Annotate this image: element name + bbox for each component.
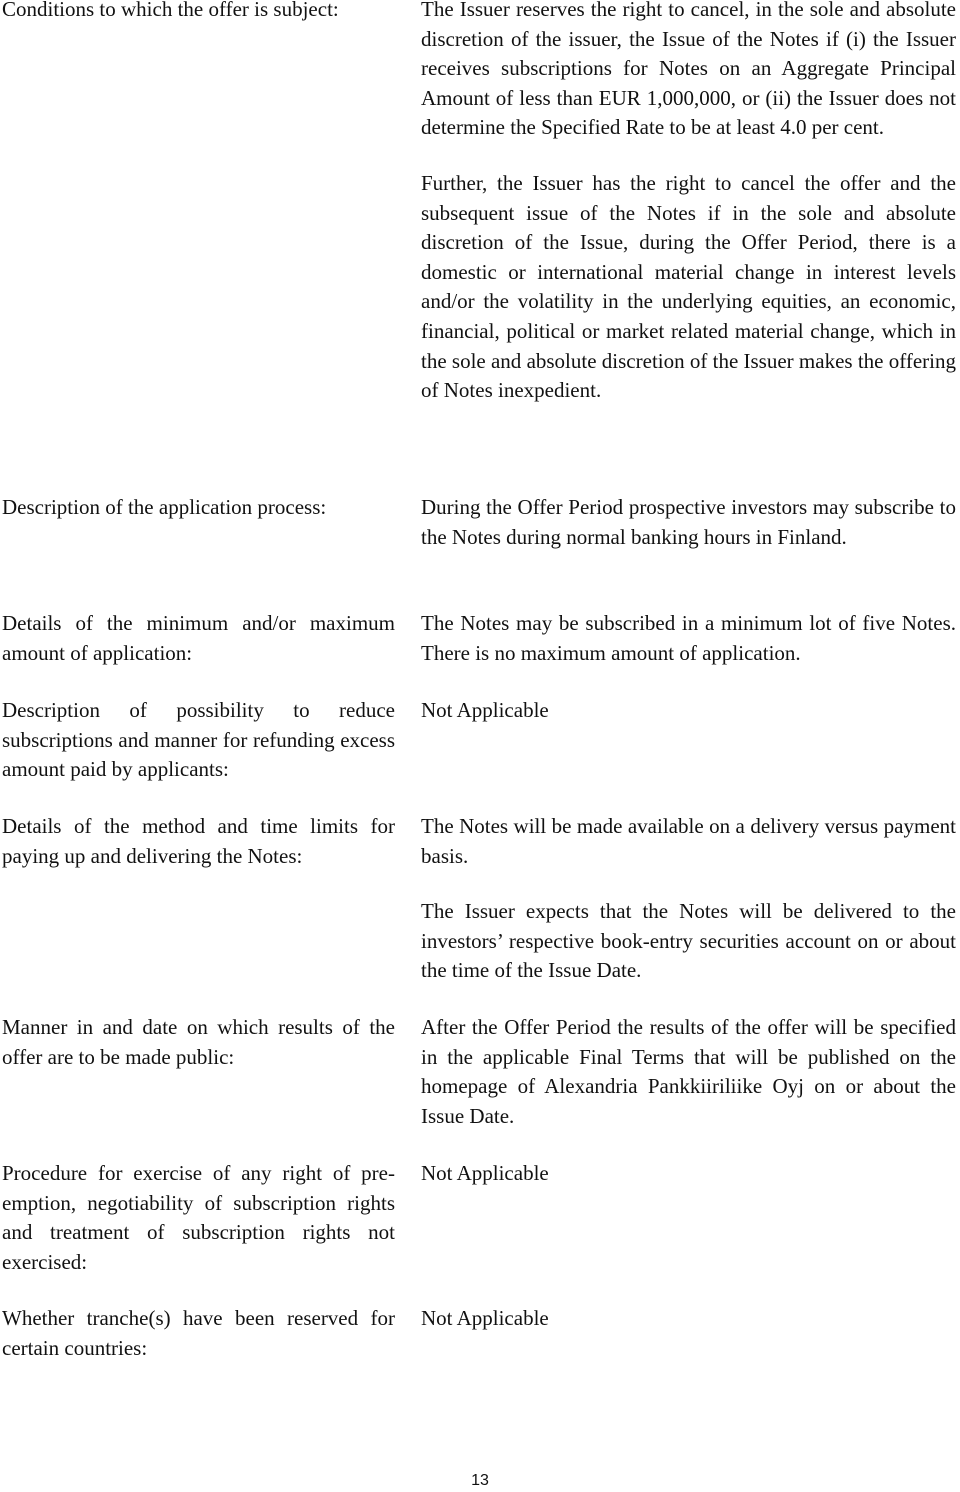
row-label: Description of the application process: bbox=[2, 495, 327, 519]
page-number: 13 bbox=[471, 1472, 489, 1489]
row-label: Details of the minimum and/or maximum amount of application: bbox=[2, 611, 395, 665]
value-paragraph: After the Offer Period the results of the offer will be specified in the applicable Final Terms that will be published on the homepage of Alexandria Pankkiiriliike Oyj on or about the Issue Date. bbox=[421, 1015, 956, 1128]
row-value bbox=[421, 493, 956, 552]
value-paragraph: The Notes may be subscribed in a minimum lot of five Notes. There is no maximum amount of application. bbox=[421, 611, 956, 665]
row-value bbox=[421, 1013, 956, 1131]
value-paragraph: Further, the Issuer has the right to cancel the offer and the subsequent issue of the Notes if in the sole and absolute discretion of the Issue, during the Offer Period, there is a domestic or international material change in interest levels and/or the volatility in the underlying equities, an economic, financial, political or market related material change, which in the sole and absolute discretion of the Issuer makes the offering of Notes inexpedient. bbox=[421, 170, 956, 403]
row-label: Conditions to which the offer is subject: bbox=[2, 0, 339, 21]
value-paragraph: The Notes will be made available on a delivery versus payment basis. bbox=[421, 814, 956, 868]
row-value bbox=[421, 0, 956, 406]
row-label: Whether tranche(s) have been reserved for certain countries: bbox=[2, 1306, 395, 1360]
row-label: Procedure for exercise of any right of pre-emption, negotiability of subscription rights and treatment of subscription rights not exercised: bbox=[2, 1161, 395, 1274]
row-label: Details of the method and time limits for paying up and delivering the Notes: bbox=[2, 814, 395, 868]
value-paragraph: The Issuer expects that the Notes will be delivered to the investors’ respective book-entry securities account on or about the time of the Issue Date. bbox=[421, 899, 956, 983]
value-paragraph: The Issuer reserves the right to cancel, in the sole and absolute discretion of the issuer, the Issue of the Notes if (i) the Issuer receives subscriptions for Notes on an Aggregate Principal Amount of less than EUR 1,000,000, or (ii) the Issuer does not determine the Specified Rate to be at least 4.0 per cent. bbox=[421, 0, 956, 140]
row-value bbox=[421, 696, 956, 726]
value-paragraph: During the Offer Period prospective investors may subscribe to the Notes during normal banking hours in Finland. bbox=[421, 495, 956, 549]
row-value bbox=[421, 1159, 956, 1189]
value-paragraph: Not Applicable bbox=[421, 698, 549, 722]
row-value bbox=[421, 812, 956, 986]
row-label: Description of possibility to reduce subscriptions and manner for refunding excess amount paid by applicants: bbox=[2, 698, 395, 782]
row-value bbox=[421, 1304, 956, 1334]
row-value bbox=[421, 609, 956, 668]
value-paragraph: Not Applicable bbox=[421, 1161, 549, 1185]
value-paragraph: Not Applicable bbox=[421, 1306, 549, 1330]
row-label: Manner in and date on which results of the offer are to be made public: bbox=[2, 1015, 395, 1069]
